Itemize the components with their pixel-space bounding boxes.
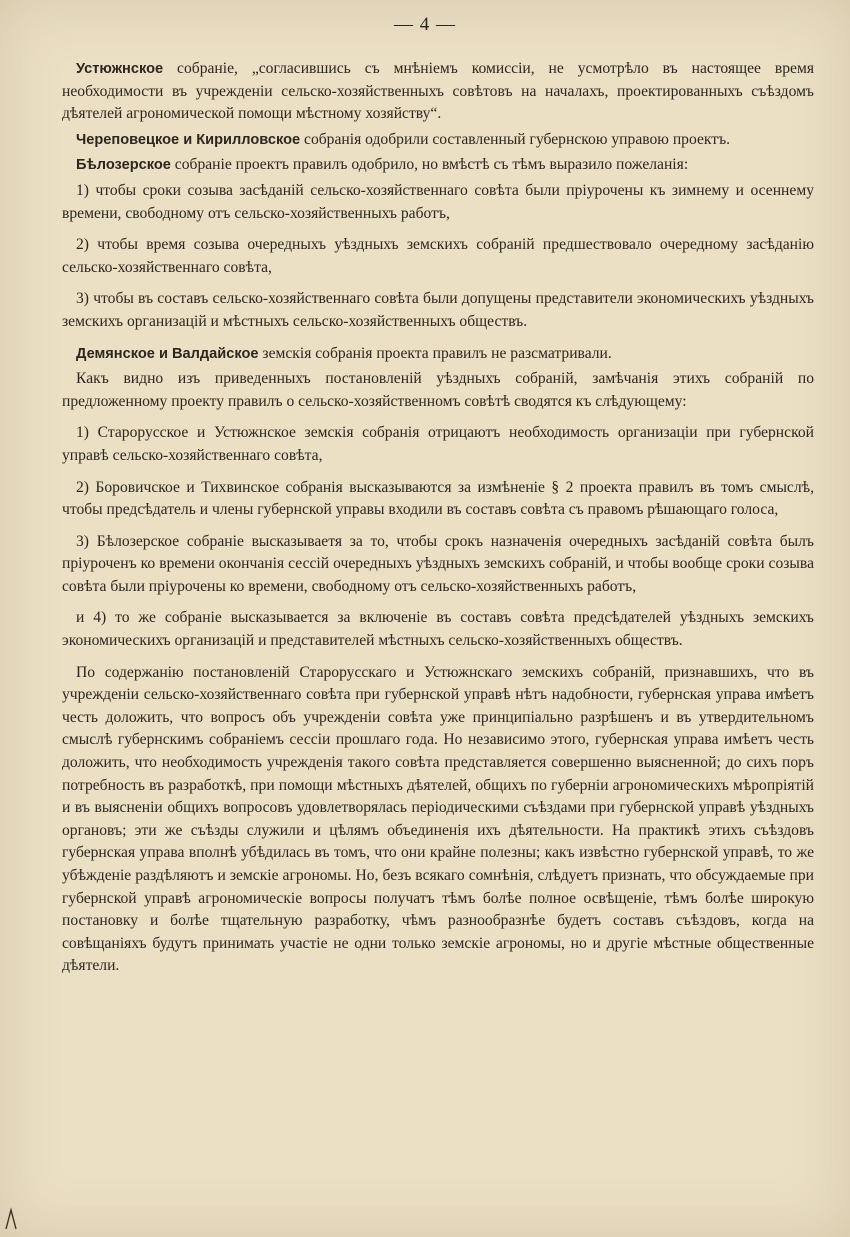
paragraph-13 <box>62 662 814 978</box>
paragraph-7 <box>62 343 814 366</box>
paragraph-body: Какъ видно изъ приведенныхъ постановленій уѣздныхъ собраній, замѣчанія этихъ собраній по предложенному проекту правилъ о сельско-хозяйственномъ совѣтѣ сводятся къ слѣдующему: <box>62 370 814 410</box>
paragraph-10 <box>62 477 814 522</box>
paragraph-body: 3) Бѣлозерское собраніе высказываетя за то, чтобы срокъ назначенія очередныхъ засѣданій совѣта былъ пріуроченъ ко времени окончанія сессій очередныхъ уѣздныхъ земскихъ собраній, и чтобы вообще сроки созыва совѣта были пріурочены ко времени, свободному отъ сельско-хозяйственныхъ работъ, <box>62 532 814 595</box>
paragraph-6 <box>62 288 814 333</box>
paragraph-body: 1) чтобы сроки созыва засѣданій сельско-хозяйственнаго совѣта были пріурочены къ зимнему и осеннему времени, свободному отъ сельско-хозяйственныхъ работъ, <box>62 181 814 222</box>
paragraph-12 <box>62 607 814 652</box>
body-text <box>62 58 814 987</box>
margin-mark-icon <box>4 1207 18 1231</box>
paragraph-body: 1) Старорусское и Устюжнское земскія собранія отрицаютъ необходимость организаціи при губернской управѣ сельско-хозяйственнаго совѣта, <box>62 424 814 464</box>
paragraph-body: собранія одобрили составленный губернскою управою проектъ. <box>300 130 731 148</box>
paragraph-9 <box>62 422 814 467</box>
paragraph-body: По содержанію постановленій Старорусскаго и Устюжнскаго земскихъ собраній, признавшихъ, что въ учрежденіи сельско-хозяйственнаго совѣта при губернской управѣ нѣтъ надобности, губернская управа имѣетъ честь доложить, что вопросъ объ учрежденіи совѣта уже принципіально разрѣшенъ и въ утвердительномъ смыслѣ губернскимъ собраніемъ сессіи прошлаго года. Но независимо этого, губернская управа имѣетъ честь доложить, что необходимость учрежденія такого совѣта представляется совершенно выясненной; до сихъ поръ потребность въ разработкѣ, при помощи мѣстныхъ дѣятелей, общихъ по губерніи агрономическихъ мѣропріятій и въ выясненіи общихъ вопросовъ удовлетворялась періодическими съѣздами при губернской управѣ уѣздныхъ органовъ; эти же съѣзды служили и цѣлямъ объединенія ихъ дѣятельности. На практикѣ этихъ съѣздовъ губернская управа вполнѣ убѣдилась въ томъ, что они крайне полезны; какъ извѣстно губернской управѣ, то же убѣжденіе раздѣляютъ и земскіе агрономы. Но, безъ всякаго сомнѣнія, слѣдуетъ признать, что обсуждаемые при губернской управѣ агрономическіе вопросы получатъ тѣмъ болѣе полное освѣщеніе, тѣмъ болѣе широкую постановку и болѣе тщательную разработку, чѣмъ разнообразнѣе будетъ составъ съѣздовъ, когда на совѣщаніяхъ будутъ принимать участіе не одни только земскіе агрономы, но и другіе мѣстные общественные дѣятели. <box>62 663 814 975</box>
paragraph-lead: Устюжнское <box>76 61 164 77</box>
paragraph-4 <box>62 180 814 225</box>
paragraph-8 <box>62 368 814 413</box>
paragraph-body: земскія собранія проекта правилъ не разсматривали. <box>258 344 612 362</box>
paragraph-5 <box>62 234 814 279</box>
paragraph-lead: Бѣлозерское <box>76 157 171 174</box>
paragraph-body: собраніе проектъ правилъ одобрило, но вмѣстѣ съ тѣмъ выразило пожеланія: <box>170 156 689 174</box>
paragraph-1 <box>62 58 814 126</box>
paragraph-body: 2) Боровичское и Тихвинское собранія высказываются за измѣненіе § 2 проекта правилъ въ томъ смыслѣ, чтобы предсѣдатель и члены губернской управы входили въ составъ совѣта съ правомъ рѣшающаго голоса, <box>62 478 814 519</box>
paragraph-body: 2) чтобы время созыва очередныхъ уѣздныхъ земскихъ собраній предшествовало очередному засѣданію сельско-хозяйственнаго совѣта, <box>62 236 814 276</box>
paragraph-11 <box>62 531 814 599</box>
paragraph-lead: Демянское и Валдайское <box>76 345 259 362</box>
paragraph-2 <box>62 129 814 152</box>
paragraph-3 <box>62 154 814 177</box>
paragraph-body: и 4) то же собраніе высказывается за включеніе въ составъ совѣта предсѣдателей уѣздныхъ земскихъ экономическихъ организацій и представителей мѣстныхъ сельско-хозяйственныхъ обществъ. <box>62 609 814 650</box>
page-number: — 4 — <box>394 14 456 35</box>
paragraph-body: 3) чтобы въ составъ сельско-хозяйственнаго совѣта были допущены представители экономическихъ уѣздныхъ земскихъ организацій и мѣстныхъ сельско-хозяйственныхъ обществъ. <box>62 290 814 330</box>
paragraph-lead: Череповецкое и Кирилловское <box>76 131 301 148</box>
paragraph-body: собраніе, „согласившись съ мнѣніемъ комиссіи, не усмотрѣло въ настоящее время необходимости въ учрежденіи сельско-хозяйственныхъ совѣтовъ на началахъ, проектированныхъ съѣздомъ дѣятелей агрономической помощи мѣстному хозяйству“. <box>62 60 814 123</box>
